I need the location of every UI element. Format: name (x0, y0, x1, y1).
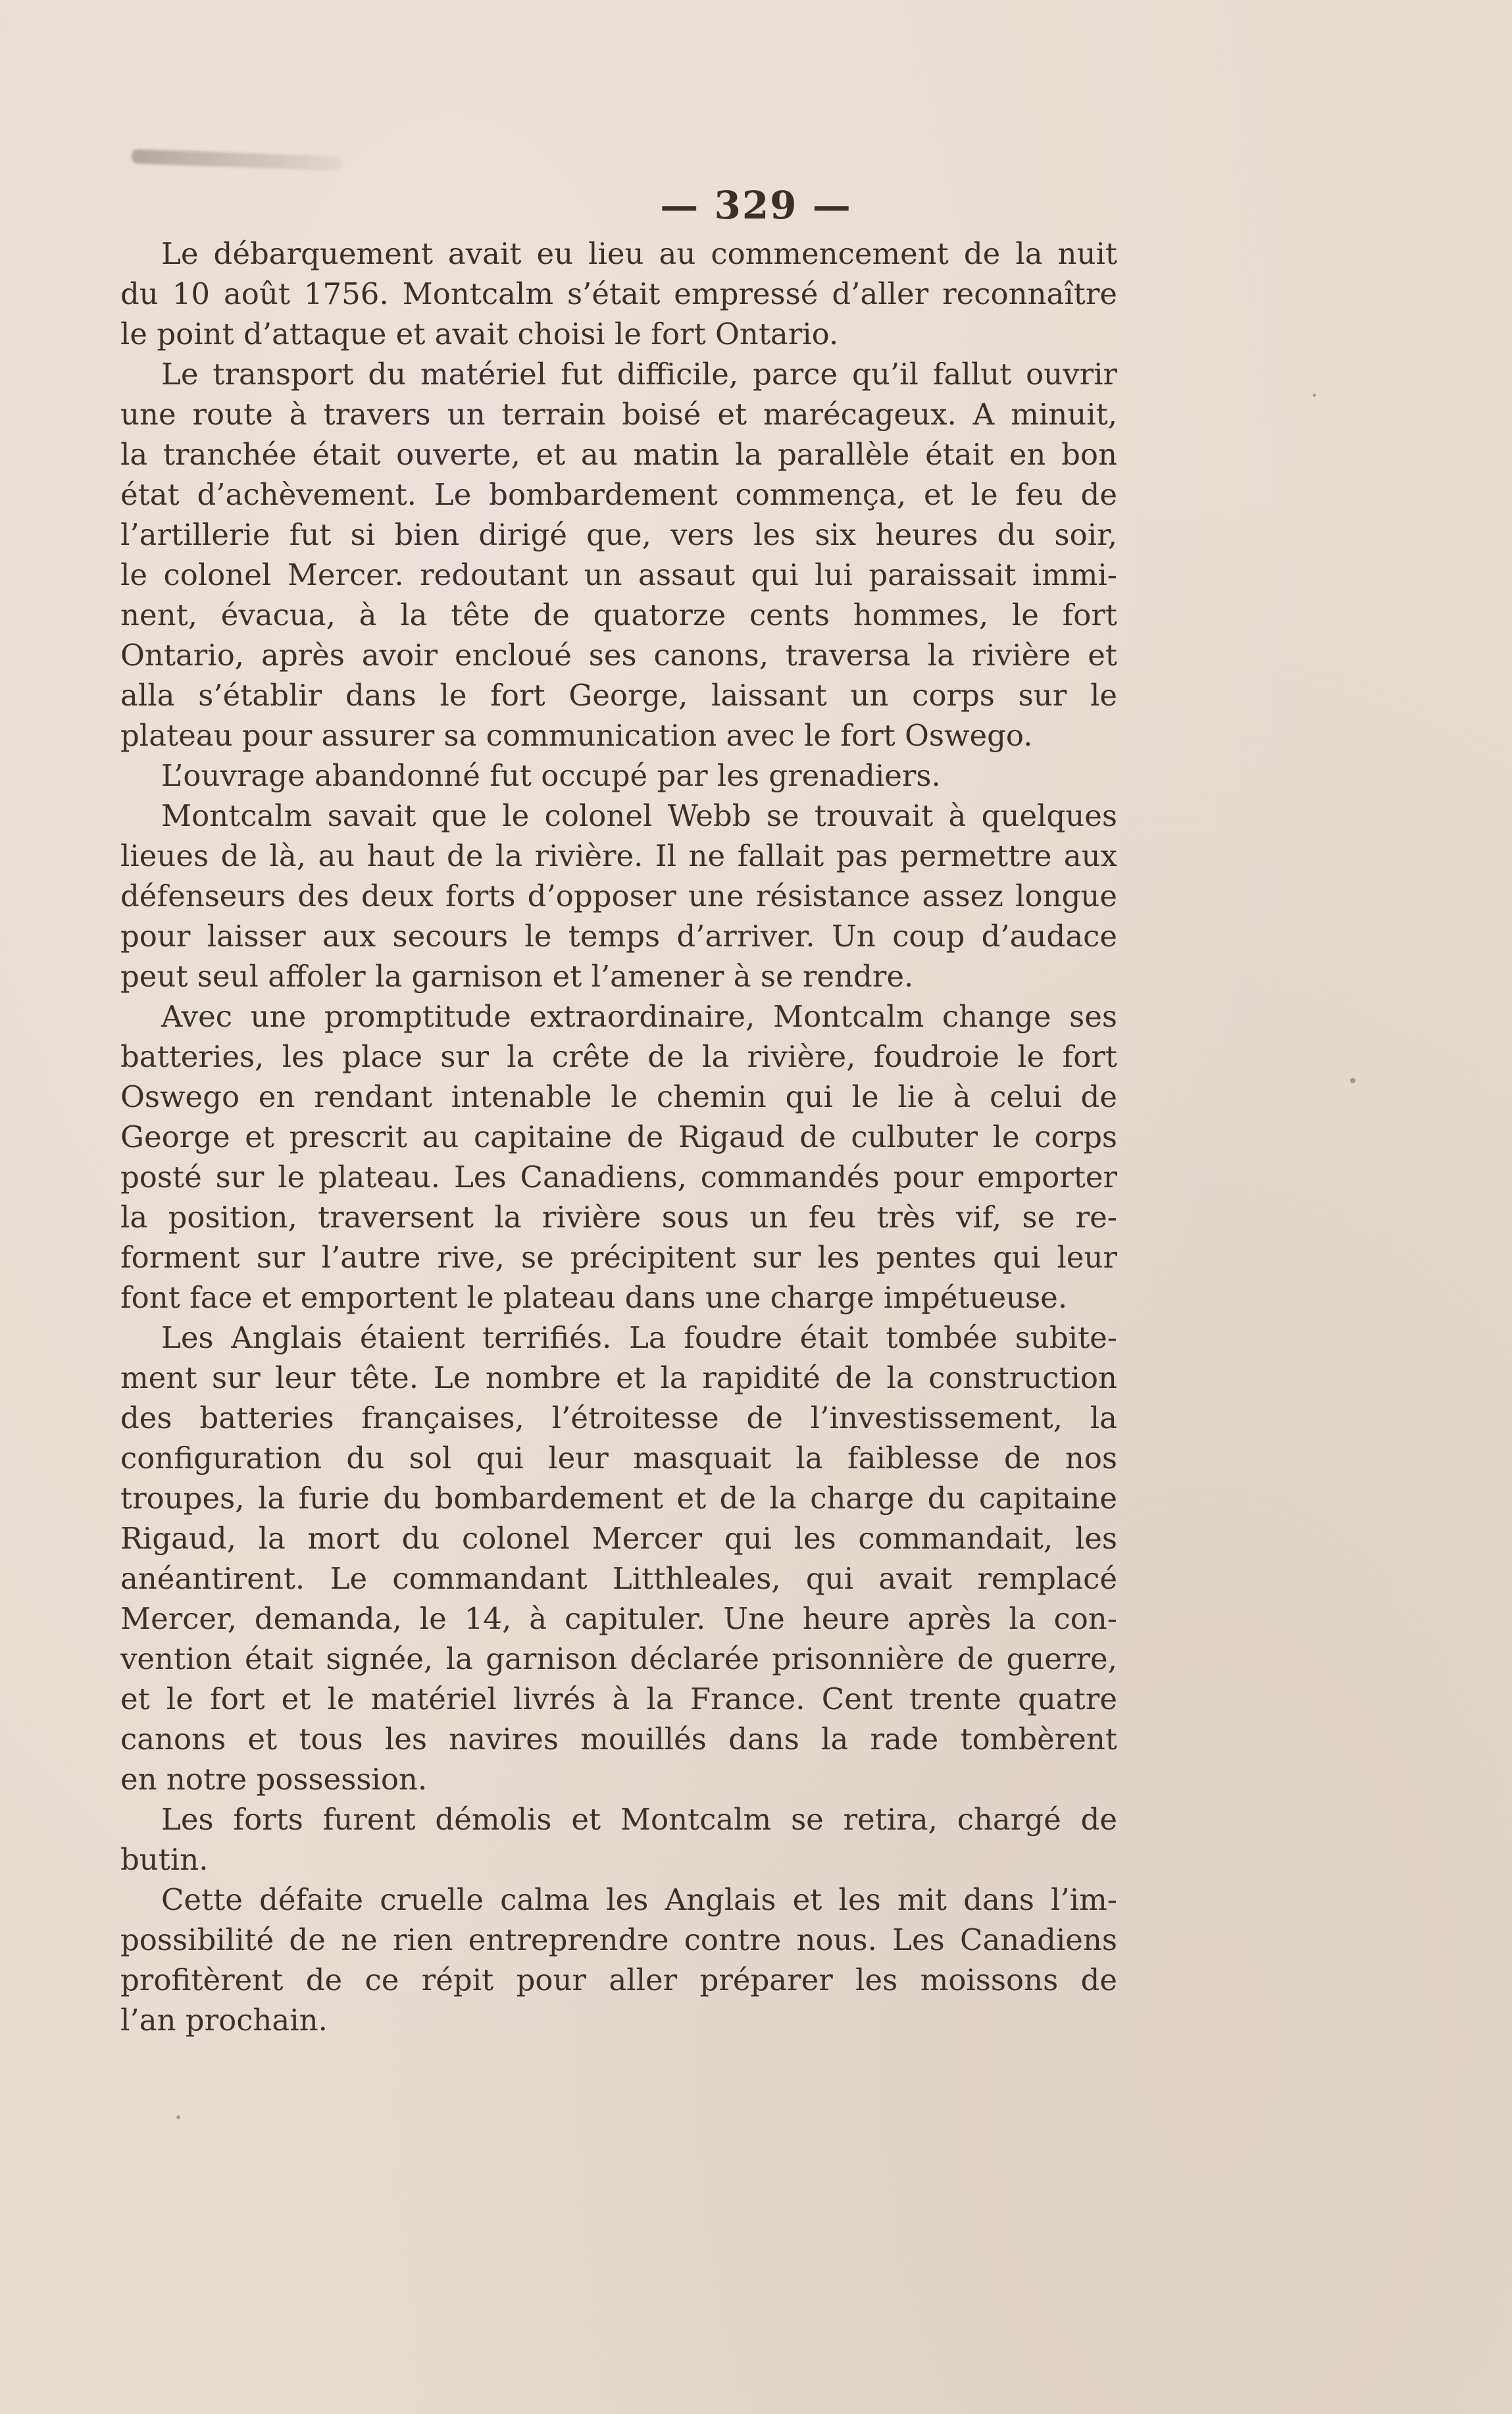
text-line: font face et emportent le plateau dans une charge impétueuse. (120, 1280, 1068, 1315)
text-line: Rigaud, la mort du colonel Mercer qui les commandait, les (120, 1521, 1117, 1556)
text-line: Oswego en rendant intenable le chemin qui le lie à celui de (120, 1079, 1117, 1114)
text-line: lieues de là, au haut de la rivière. Il ne fallait pas permettre aux (120, 838, 1117, 873)
text-line: l’an prochain. (120, 2003, 328, 2038)
text-line: troupes, la furie du bombardement et de la charge du capitaine (120, 1481, 1117, 1516)
text-line: l’artillerie fut si bien dirigé que, vers les six heures du soir, (120, 517, 1117, 552)
text-line: alla s’établir dans le fort George, laissant un corps sur le (120, 678, 1117, 713)
paper-speck (176, 2115, 180, 2119)
text-line: état d’achèvement. Le bombardement commença, et le feu de (120, 477, 1117, 512)
text-line: des batteries françaises, l’étroitesse de l’investissement, la (120, 1400, 1117, 1435)
text-line: nent, évacua, à la tête de quatorze cents hommes, le fort (120, 598, 1117, 632)
text-line: Cette défaite cruelle calma les Anglais et les mit dans l’im- (161, 1882, 1117, 1917)
text-line: batteries, les place sur la crête de la rivière, foudroie le fort (120, 1039, 1117, 1074)
text-line: le colonel Mercer. redoutant un assaut qui lui paraissait immi- (120, 557, 1117, 592)
text-line: le point d’attaque et avait choisi le fort Ontario. (120, 317, 839, 351)
ink-smudge (132, 149, 343, 170)
text-line: vention était signée, la garnison déclarée prisonnière de guerre, (120, 1641, 1117, 1676)
text-line: Le débarquement avait eu lieu au commencement de la nuit (161, 236, 1117, 271)
text-line: et le fort et le matériel livrés à la France. Cent trente quatre (120, 1682, 1117, 1716)
text-line: Les Anglais étaient terrifiés. La foudre était tombée subite- (161, 1320, 1117, 1355)
text-line: plateau pour assurer sa communication avec le fort Oswego. (120, 718, 1033, 753)
page-number: — 329 — (660, 183, 852, 228)
paper-speck (1350, 1078, 1355, 1083)
text-line: anéantirent. Le commandant Litthleales, qui avait remplacé (120, 1561, 1117, 1596)
text-line: configuration du sol qui leur masquait la faiblesse de nos (120, 1441, 1117, 1476)
text-line: Avec une promptitude extraordinaire, Montcalm change ses (161, 999, 1117, 1034)
text-line: du 10 août 1756. Montcalm s’était empressé d’aller reconnaître (120, 276, 1117, 311)
text-line: la position, traversent la rivière sous un feu très vif, se re- (120, 1200, 1117, 1235)
text-line: George et prescrit au capitaine de Rigaud de culbuter le corps (120, 1119, 1117, 1154)
text-line: peut seul affoler la garnison et l’amener à se rendre. (120, 959, 914, 994)
text-line: profitèrent de ce répit pour aller préparer les moissons de (120, 1963, 1117, 1997)
text-line: Ontario, après avoir encloué ses canons, traversa la rivière et (120, 638, 1117, 673)
text-line: L’ouvrage abandonné fut occupé par les grenadiers. (161, 758, 941, 793)
text-line: Le transport du matériel fut difficile, parce qu’il fallut ouvrir (161, 357, 1117, 392)
text-line: possibilité de ne rien entreprendre contre nous. Les Canadiens (120, 1922, 1117, 1957)
text-line: Mercer, demanda, le 14, à capituler. Une heure après la con- (120, 1601, 1117, 1636)
text-line: la tranchée était ouverte, et au matin la parallèle était en bon (120, 437, 1117, 472)
text-line: posté sur le plateau. Les Canadiens, commandés pour emporter (120, 1160, 1117, 1194)
text-line: en notre possession. (120, 1762, 428, 1797)
text-line: canons et tous les navires mouillés dans la rade tombèrent (120, 1722, 1117, 1757)
text-line: une route à travers un terrain boisé et marécageux. A minuit, (120, 397, 1117, 432)
paper-speck (1313, 394, 1316, 397)
text-line: butin. (120, 1842, 209, 1877)
text-line: Montcalm savait que le colonel Webb se trouvait à quelques (161, 798, 1117, 833)
text-line: pour laisser aux secours le temps d’arriver. Un coup d’audace (120, 919, 1117, 954)
body-text (120, 234, 1117, 2040)
text-line: ment sur leur tête. Le nombre et la rapidité de la construction (120, 1360, 1117, 1395)
text-line: défenseurs des deux forts d’opposer une résistance assez longue (120, 879, 1117, 913)
text-line: Les forts furent démolis et Montcalm se retira, chargé de (161, 1802, 1117, 1837)
text-line: forment sur l’autre rive, se précipitent sur les pentes qui leur (120, 1240, 1117, 1275)
